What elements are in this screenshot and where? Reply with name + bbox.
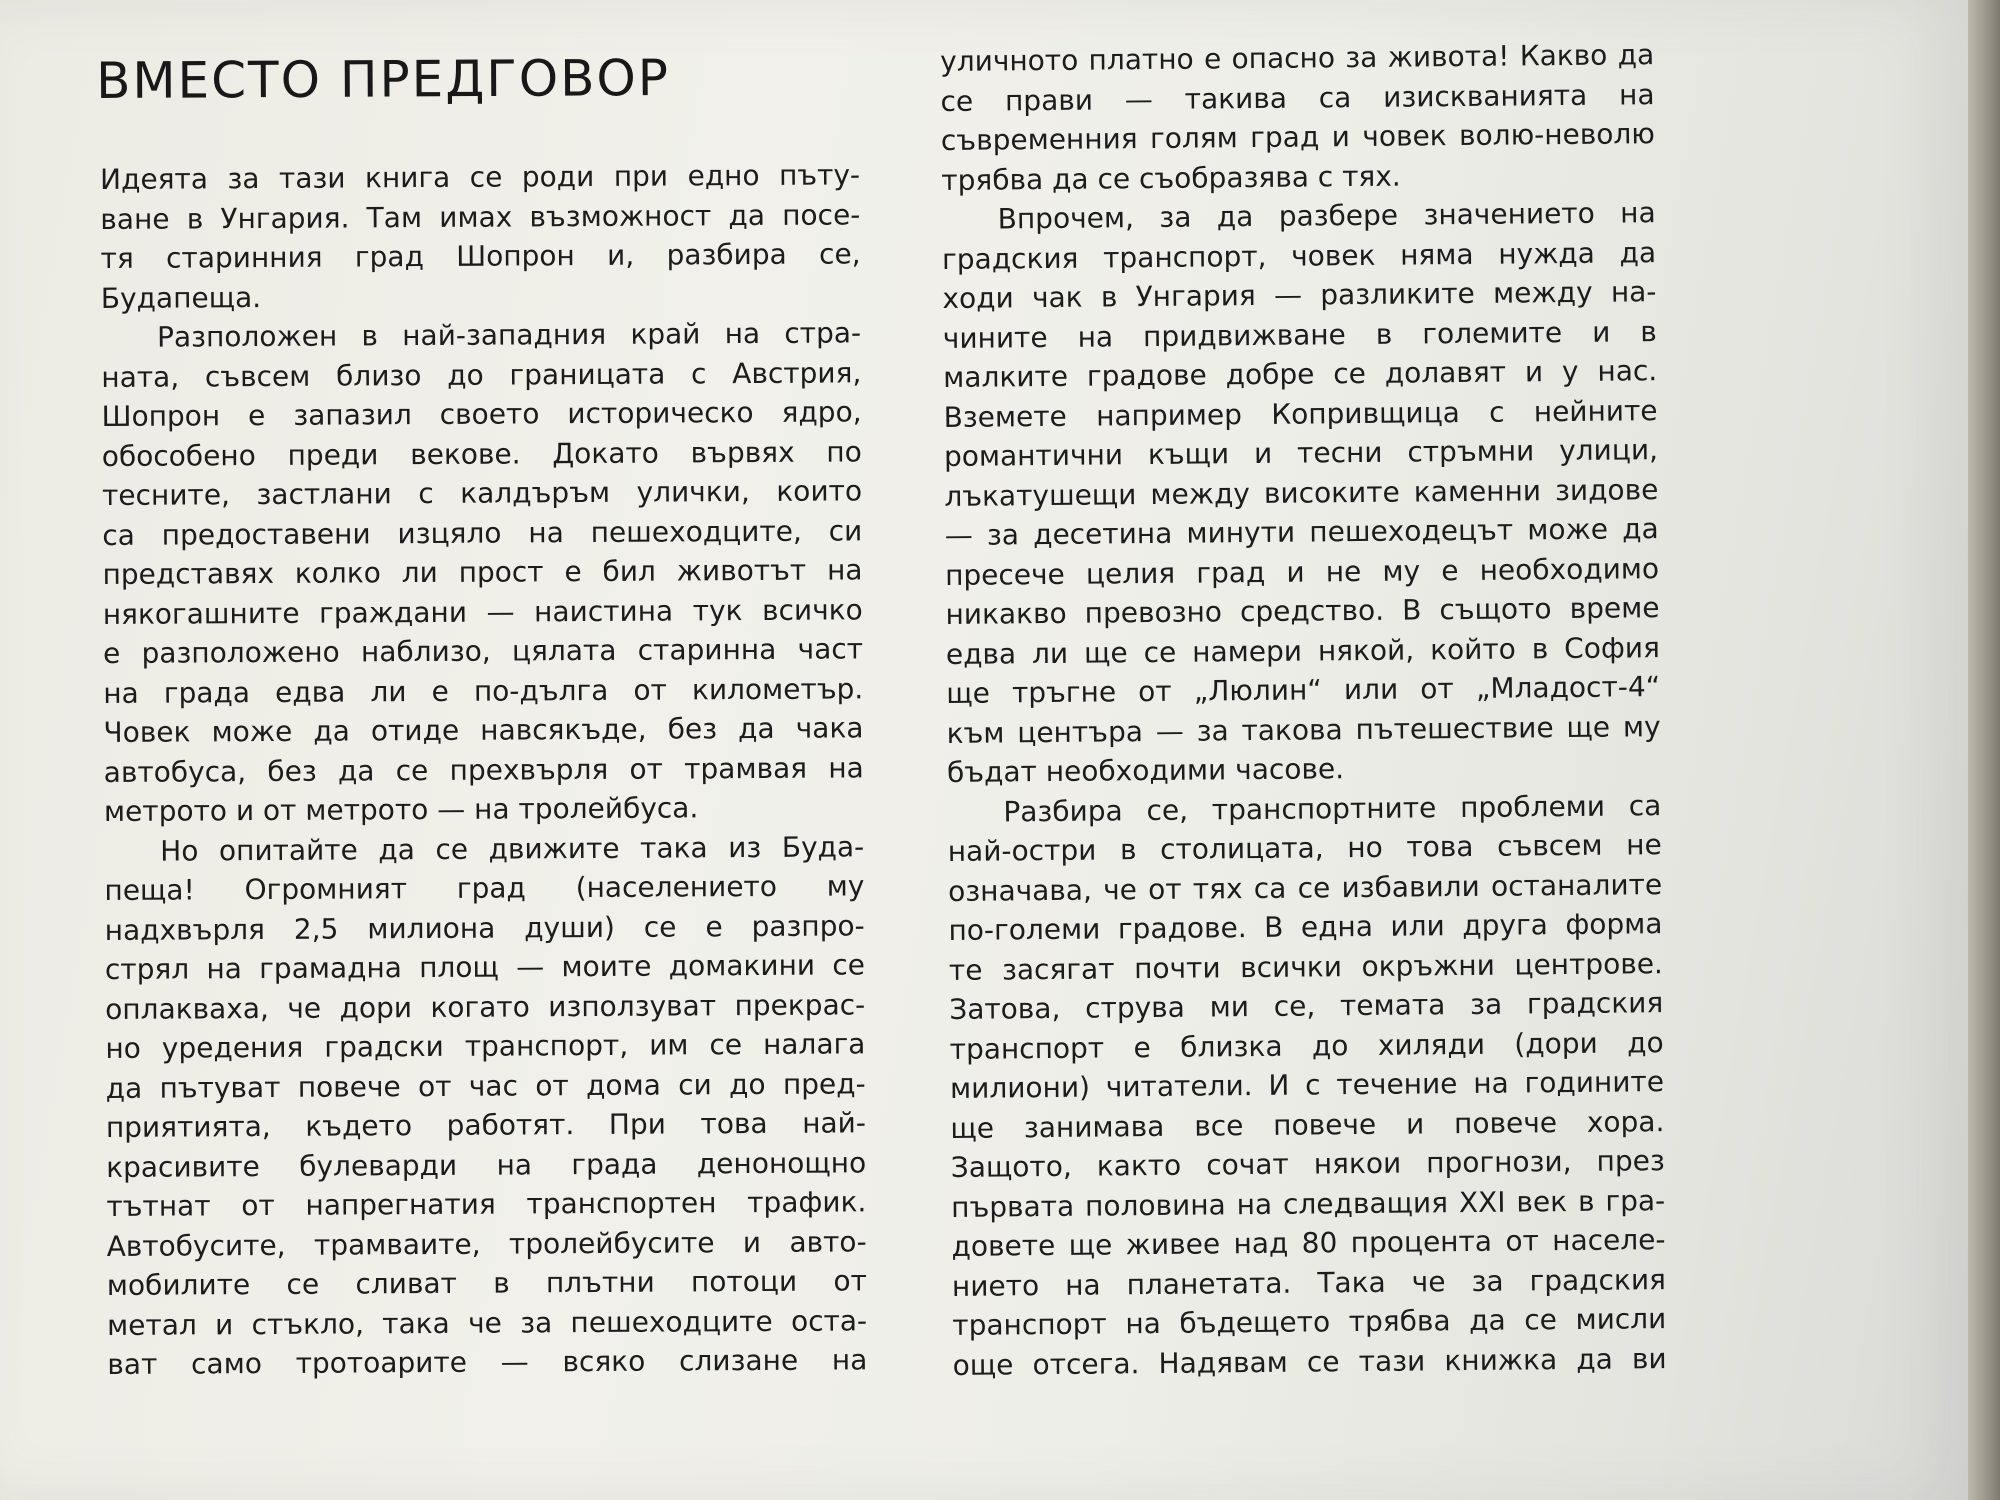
text-line: означава, че от тях са се избавили останалите <box>947 867 1663 908</box>
text-line: трябва да се съобразява с тях. <box>941 159 1401 197</box>
text-line: са предоставени изцяло на пешеходците, си <box>102 513 863 552</box>
text-line: още отсега. Надявам се тази книжка да ви <box>952 1341 1667 1382</box>
text-line: Затова, струва ми се, темата за градския <box>949 986 1664 1026</box>
text-line: към центъра — за такова пътешествие ще му <box>946 709 1661 750</box>
left-text-column <box>100 155 867 1384</box>
text-line: романтични къщи и тесни стръмни улици, <box>943 433 1659 473</box>
text-line: уличното платно е опасно за живота! Какво да <box>940 38 1655 78</box>
text-line: Будапеща. <box>100 280 262 315</box>
text-line: първата половина на следващия XXI век в гра- <box>951 1183 1666 1224</box>
text-line: милиони) читатели. И с течение на годините <box>949 1065 1665 1105</box>
text-line: на града едва ли е по-дълга от километър. <box>103 671 864 710</box>
text-line: ходи чак в Унгария — разликите между на- <box>942 275 1657 315</box>
text-line: ще занимава все повече и повече хора. <box>950 1104 1665 1145</box>
text-line: бъдат необходими часове. <box>946 752 1345 789</box>
page-title: ВМЕСТО ПРЕДГОВОР <box>96 48 671 110</box>
text-line: транспорт е близка до хиляди (дори до <box>949 1025 1664 1066</box>
text-line: стрял на грамадна площ — моите домакини се <box>104 948 866 986</box>
text-line: най-остри в столицата, но това съвсем не <box>947 828 1662 868</box>
text-line: тесните, застлани с калдъръм улички, които <box>101 474 863 512</box>
book-page-edge <box>1968 0 2000 1500</box>
text-line: те засягат почти всички окръжни центрове. <box>948 946 1664 987</box>
text-line: малките градове добре се долавят и у нас. <box>943 354 1658 394</box>
text-line: Автобусите, трамваите, тролейбусите и авто- <box>106 1224 867 1263</box>
text-line: пресече целия град и не му е необходимо <box>944 551 1660 592</box>
text-line: Човек може да отиде навсякъде, без да чака <box>103 711 864 749</box>
text-line: автобуса, без да се прехвърля от трамвая на <box>103 750 864 789</box>
text-line: метрото и от метрото — на тролейбуса. <box>103 791 699 828</box>
text-line: тя старинния град Шопрон и, разбира се, <box>100 237 861 275</box>
text-line: представях колко ли прост е бил животът на <box>102 553 863 591</box>
text-line: ване в Унгария. Там имах възможност да посе- <box>100 197 861 236</box>
text-line: ната, съвсем близо до границата с Австрия, <box>101 355 862 394</box>
text-line: довете ще живее над 80 процента от населе- <box>951 1223 1666 1263</box>
text-line: Впрочем, за да разбере значението на <box>997 196 1656 236</box>
text-line: метал и стъкло, така че за пешеходците оста- <box>107 1303 868 1342</box>
text-line: Но опитайте да се движите така из Буда- <box>160 829 865 868</box>
text-line: е разположено наблизо, цялата старинна част <box>102 632 864 670</box>
text-line: оплакваха, че дори когато използуват прекрас- <box>105 987 866 1026</box>
text-line: едва ли ще се намери някой, който в София <box>945 630 1661 671</box>
text-line: приятията, където работят. При това най- <box>105 1106 866 1144</box>
text-line: лъкатушещи между високите каменни зидове <box>944 472 1659 513</box>
text-line: по-големи градове. В една или друга форма <box>948 907 1663 947</box>
right-text-column <box>940 35 1667 1385</box>
text-line: Разбира се, транспортните проблеми са <box>1003 788 1662 828</box>
text-line: градския транспорт, човек няма нужда да <box>941 235 1657 276</box>
text-line: Разположен в най-западния край на стра- <box>156 316 862 354</box>
text-line: Вземете например Копривщица с нейните <box>943 393 1658 434</box>
text-line: красивите булеварди на града денонощно <box>106 1145 867 1184</box>
text-line: някогашните граждани — наистина тук всичко <box>102 592 863 631</box>
text-line: тътнат от напрегнатия транспортен трафик. <box>106 1185 867 1223</box>
text-line: никакво превозно средство. В същото време <box>945 591 1660 631</box>
text-line: ще тръгне от „Люлин“ или от „Младост-4“ <box>946 670 1661 710</box>
text-line: надхвърля 2,5 милиона души) се е разпро- <box>104 908 865 947</box>
text-line: пеща! Огромният град (населението му <box>104 869 865 907</box>
text-line: Защото, както сочат някои прогнози, през <box>950 1144 1665 1184</box>
text-line: — за десетина минути пешеходецът може да <box>944 512 1659 552</box>
text-line: Шопрон е запазил своето историческо ядро, <box>101 395 862 433</box>
text-line: транспорт на бъдещето трябва да се мисли <box>952 1302 1667 1342</box>
text-line: съвременния голям град и човек волю-неволю <box>940 117 1656 157</box>
text-line: мобилите се сливат в плътни потоци от <box>106 1264 867 1302</box>
text-line: ват само тротоарите — всяко слизане на <box>107 1343 868 1381</box>
text-line: Идеята за тази книга се роди при едно пъту- <box>100 158 861 196</box>
text-line: да пътуват повече от час от дома си до пред- <box>105 1066 866 1105</box>
text-line: се прави — такива са изискванията на <box>940 77 1655 118</box>
text-line: нието на планетата. Така че за градския <box>951 1262 1667 1303</box>
text-line: чините на придвижване в големите и в <box>942 314 1657 355</box>
text-line: но уредения градски транспорт, им се налага <box>105 1027 866 1065</box>
text-line: обособено преди векове. Докато вървях по <box>101 434 862 473</box>
